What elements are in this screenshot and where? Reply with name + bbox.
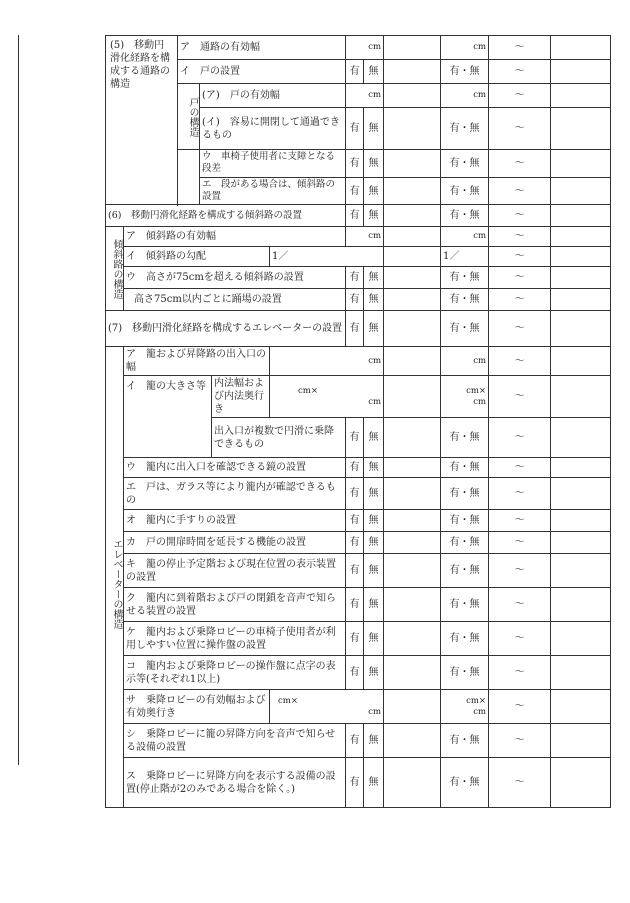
yes-cell[interactable]: 有 xyxy=(346,60,364,84)
yes-cell[interactable]: 有 xyxy=(346,758,364,808)
blank-cell[interactable] xyxy=(551,690,611,724)
no-cell[interactable]: 無 xyxy=(364,622,384,656)
period-cell: ～ xyxy=(489,60,551,84)
yes-cell[interactable]: 有 xyxy=(346,418,364,458)
yes-cell[interactable]: 有 xyxy=(346,622,364,656)
inspection-form-table xyxy=(105,35,611,808)
yes-no-cell[interactable]: 有・無 xyxy=(441,60,489,84)
blank-cell[interactable] xyxy=(384,690,441,724)
blank-cell[interactable] xyxy=(384,150,441,178)
yes-no-cell[interactable]: 有・無 xyxy=(441,622,489,656)
s5-a-label: ア 通路の有効幅 xyxy=(178,36,346,60)
blank-cell[interactable] xyxy=(551,622,611,656)
s7-side-label: エレベーターの構造 xyxy=(106,347,124,808)
s6-a-label: ア 傾斜路の有効幅 xyxy=(124,227,346,247)
blank-cell[interactable] xyxy=(551,458,611,478)
blank-cell[interactable] xyxy=(551,150,611,178)
slope-ratio-cell[interactable]: 1／ xyxy=(441,247,489,267)
unit-cm-times: cm× xyxy=(298,385,318,396)
blank-cell[interactable] xyxy=(551,289,611,311)
yes-cell[interactable]: 有 xyxy=(346,108,364,150)
blank-cell[interactable] xyxy=(384,205,441,227)
unit-cm: cm xyxy=(473,396,487,407)
period-cell: ～ xyxy=(489,376,551,418)
blank-cell[interactable] xyxy=(384,36,441,60)
period-cell: ～ xyxy=(489,177,551,205)
blank-cell[interactable] xyxy=(551,347,611,376)
s7-e-label: エ 戸は、ガラス等により籠内が確認できるもの xyxy=(124,478,346,510)
unit-cm: cm xyxy=(346,227,384,247)
yes-cell[interactable]: 有 xyxy=(346,289,364,311)
yes-no-cell[interactable]: 有・無 xyxy=(441,758,489,808)
no-cell[interactable]: 無 xyxy=(364,267,384,289)
unit-cm: cm xyxy=(441,227,489,247)
period-cell: ～ xyxy=(489,554,551,588)
yes-no-cell[interactable]: 有・無 xyxy=(441,311,489,347)
blank-cell[interactable] xyxy=(384,418,441,458)
s6-u-label: ウ 高さが75cmを超える傾斜路の設置 xyxy=(124,267,346,289)
unit-cm: cm xyxy=(270,347,384,376)
blank-cell[interactable] xyxy=(551,247,611,267)
s7-a-label: ア 籠および昇降路の出入口の幅 xyxy=(124,347,270,376)
no-cell[interactable]: 無 xyxy=(364,478,384,510)
period-cell: ～ xyxy=(489,690,551,724)
slope-ratio-cell[interactable]: 1／ xyxy=(270,247,384,267)
yes-no-cell[interactable]: 有・無 xyxy=(441,205,489,227)
s7-i1-label: 内法幅および内法奥行き xyxy=(212,376,270,418)
period-cell: ～ xyxy=(489,532,551,554)
dimension-input[interactable] xyxy=(441,690,489,724)
s7-shi-label: シ 乗降ロビーに籠の昇降方向を音声で知らせる設備の設置 xyxy=(124,724,346,758)
no-cell[interactable]: 無 xyxy=(364,588,384,622)
no-cell[interactable]: 無 xyxy=(364,311,384,347)
period-cell: ～ xyxy=(489,267,551,289)
yes-cell[interactable]: 有 xyxy=(346,267,364,289)
blank-cell[interactable] xyxy=(384,177,441,205)
blank-cell[interactable] xyxy=(384,247,441,267)
period-cell: ～ xyxy=(489,588,551,622)
blank-cell[interactable] xyxy=(384,289,441,311)
s7-sa-label: サ 乗降ロビーの有効幅および有効奥行き xyxy=(124,690,270,724)
s6-i-label: イ 傾斜路の勾配 xyxy=(124,247,270,267)
yes-no-cell[interactable]: 有・無 xyxy=(441,177,489,205)
period-cell: ～ xyxy=(489,478,551,510)
period-cell: ～ xyxy=(489,227,551,247)
yes-no-cell[interactable]: 有・無 xyxy=(441,588,489,622)
section7-title: (7) 移動円滑化経路を構成するエレベーターの設置 xyxy=(106,311,346,347)
blank-cell[interactable] xyxy=(551,758,611,808)
yes-no-cell[interactable]: 有・無 xyxy=(441,289,489,311)
s5-i-label: イ 戸の設置 xyxy=(178,60,346,84)
blank-cell[interactable] xyxy=(384,458,441,478)
s7-i-label: イ 籠の大きさ等 xyxy=(124,376,212,458)
blank-cell[interactable] xyxy=(384,554,441,588)
blank-cell xyxy=(178,150,200,205)
blank-cell[interactable] xyxy=(384,267,441,289)
period-cell: ～ xyxy=(489,347,551,376)
blank-cell[interactable] xyxy=(384,532,441,554)
period-cell: ～ xyxy=(489,758,551,808)
yes-cell[interactable]: 有 xyxy=(346,724,364,758)
s7-ko-label: コ 籠内および乗降ロビーの操作盤に点字の表示等(それぞれ1以上) xyxy=(124,656,346,690)
blank-cell[interactable] xyxy=(384,376,441,418)
period-cell: ～ xyxy=(489,247,551,267)
s7-su-label: ス 乗降ロビーに昇降方向を表示する設備の設置(停止階が2のみである場合を除く。) xyxy=(124,758,346,808)
blank-cell[interactable] xyxy=(384,311,441,347)
dimension-input[interactable] xyxy=(270,376,384,418)
no-cell[interactable]: 無 xyxy=(364,510,384,532)
unit-cm: cm xyxy=(346,84,384,108)
blank-cell[interactable] xyxy=(384,347,441,376)
blank-cell[interactable] xyxy=(551,227,611,247)
unit-cm-times: cm× xyxy=(466,695,487,706)
no-cell[interactable]: 無 xyxy=(364,60,384,84)
unit-cm: cm xyxy=(441,84,489,108)
dimension-input[interactable] xyxy=(441,376,489,418)
blank-cell[interactable] xyxy=(551,267,611,289)
yes-no-cell[interactable]: 有・無 xyxy=(441,656,489,690)
no-cell[interactable]: 無 xyxy=(364,724,384,758)
s7-u-label: ウ 籠内に出入口を確認できる鏡の設置 xyxy=(124,458,346,478)
no-cell[interactable]: 無 xyxy=(364,150,384,178)
blank-cell[interactable] xyxy=(551,656,611,690)
unit-cm: cm xyxy=(441,347,489,376)
left-margin-line xyxy=(18,35,19,765)
period-cell: ～ xyxy=(489,311,551,347)
no-cell[interactable]: 無 xyxy=(364,758,384,808)
yes-cell[interactable]: 有 xyxy=(346,458,364,478)
s5-door-i-label: (イ) 容易に開閉して通過できるもの xyxy=(200,108,346,150)
yes-no-cell[interactable]: 有・無 xyxy=(441,724,489,758)
blank-cell[interactable] xyxy=(384,227,441,247)
blank-cell[interactable] xyxy=(551,205,611,227)
yes-no-cell[interactable]: 有・無 xyxy=(441,418,489,458)
blank-cell[interactable] xyxy=(551,724,611,758)
s7-i2-label: 出入口が複数で円滑に乗降できるもの xyxy=(212,418,346,458)
blank-cell[interactable] xyxy=(551,510,611,532)
blank-cell[interactable] xyxy=(551,108,611,150)
period-cell: ～ xyxy=(489,84,551,108)
unit-cm: cm xyxy=(441,36,489,60)
period-cell: ～ xyxy=(489,150,551,178)
s5-u-label: ウ 車椅子使用者に支障となる段差 xyxy=(200,150,346,178)
blank-cell[interactable] xyxy=(384,478,441,510)
blank-cell[interactable] xyxy=(551,588,611,622)
no-cell[interactable]: 無 xyxy=(364,289,384,311)
s5-door-a-label: (ア) 戸の有効幅 xyxy=(200,84,346,108)
yes-no-cell[interactable]: 有・無 xyxy=(441,150,489,178)
no-cell[interactable]: 無 xyxy=(364,177,384,205)
yes-cell[interactable]: 有 xyxy=(346,205,364,227)
blank-cell[interactable] xyxy=(384,108,441,150)
section6-title: (6) 移動円滑化経路を構成する傾斜路の設置 xyxy=(106,205,346,227)
no-cell[interactable]: 無 xyxy=(364,656,384,690)
yes-cell[interactable]: 有 xyxy=(346,311,364,347)
s7-ku-label: ク 籠内に到着階および戸の閉鎖を音声で知らせる装置の設置 xyxy=(124,588,346,622)
yes-no-cell[interactable]: 有・無 xyxy=(441,510,489,532)
yes-no-cell[interactable]: 有・無 xyxy=(441,267,489,289)
unit-cm: cm xyxy=(368,706,382,717)
blank-cell[interactable] xyxy=(551,418,611,458)
period-cell: ～ xyxy=(489,289,551,311)
dimension-input[interactable] xyxy=(270,690,384,724)
yes-no-cell[interactable]: 有・無 xyxy=(441,532,489,554)
period-cell: ～ xyxy=(489,205,551,227)
yes-no-cell[interactable]: 有・無 xyxy=(441,108,489,150)
blank-cell[interactable] xyxy=(551,177,611,205)
no-cell[interactable]: 無 xyxy=(364,458,384,478)
yes-cell[interactable]: 有 xyxy=(346,656,364,690)
s5-e-label: エ 段がある場合は、傾斜路の設置 xyxy=(200,177,346,205)
period-cell: ～ xyxy=(489,724,551,758)
unit-cm: cm xyxy=(346,36,384,60)
period-cell: ～ xyxy=(489,656,551,690)
unit-cm-times: cm× xyxy=(466,385,487,396)
blank-cell[interactable] xyxy=(551,554,611,588)
blank-cell[interactable] xyxy=(551,478,611,510)
yes-cell[interactable]: 有 xyxy=(346,150,364,178)
s5-door-side-label: 戸の構造 xyxy=(178,84,200,150)
yes-no-cell[interactable]: 有・無 xyxy=(441,554,489,588)
blank-cell[interactable] xyxy=(384,60,441,84)
yes-no-cell[interactable]: 有・無 xyxy=(441,478,489,510)
blank-cell[interactable] xyxy=(551,532,611,554)
yes-cell[interactable]: 有 xyxy=(346,588,364,622)
unit-cm: cm xyxy=(368,396,382,407)
blank-cell[interactable] xyxy=(551,60,611,84)
yes-cell[interactable]: 有 xyxy=(346,510,364,532)
blank-cell[interactable] xyxy=(551,36,611,60)
s7-ki-label: キ 籠の停止予定階および現在位置の表示装置の設置 xyxy=(124,554,346,588)
s7-ke-label: ケ 籠内および乗降ロビーの車椅子使用者が利用しやすい位置に操作盤の設置 xyxy=(124,622,346,656)
unit-cm: cm xyxy=(473,706,487,717)
yes-cell[interactable]: 有 xyxy=(346,554,364,588)
period-cell: ～ xyxy=(489,458,551,478)
blank-cell[interactable] xyxy=(384,510,441,532)
blank-cell[interactable] xyxy=(384,656,441,690)
period-cell: ～ xyxy=(489,108,551,150)
no-cell[interactable]: 無 xyxy=(364,205,384,227)
blank-cell[interactable] xyxy=(551,311,611,347)
blank-cell[interactable] xyxy=(551,376,611,418)
period-cell: ～ xyxy=(489,418,551,458)
yes-cell[interactable]: 有 xyxy=(346,177,364,205)
yes-no-cell[interactable]: 有・無 xyxy=(441,458,489,478)
s6-u-sub-label: 高さ75cm以内ごとに踊場の設置 xyxy=(124,289,346,311)
blank-cell[interactable] xyxy=(384,622,441,656)
s7-o-label: オ 籠内に手すりの設置 xyxy=(124,510,346,532)
blank-cell[interactable] xyxy=(551,84,611,108)
s6-side-label: 傾斜路の構造 xyxy=(106,227,124,311)
no-cell[interactable]: 無 xyxy=(364,108,384,150)
period-cell: ～ xyxy=(489,622,551,656)
no-cell[interactable]: 無 xyxy=(364,418,384,458)
blank-cell[interactable] xyxy=(384,588,441,622)
unit-cm-times: cm× xyxy=(278,695,298,706)
yes-cell[interactable]: 有 xyxy=(346,532,364,554)
yes-cell[interactable]: 有 xyxy=(346,478,364,510)
no-cell[interactable]: 無 xyxy=(364,532,384,554)
blank-cell[interactable] xyxy=(384,84,441,108)
blank-cell[interactable] xyxy=(384,758,441,808)
s7-ka-label: カ 戸の開扉時間を延長する機能の設置 xyxy=(124,532,346,554)
period-cell: ～ xyxy=(489,36,551,60)
section5-title: (5) 移動円滑化経路を構成する通路の構造 xyxy=(106,36,178,205)
period-cell: ～ xyxy=(489,510,551,532)
blank-cell[interactable] xyxy=(384,724,441,758)
no-cell[interactable]: 無 xyxy=(364,554,384,588)
